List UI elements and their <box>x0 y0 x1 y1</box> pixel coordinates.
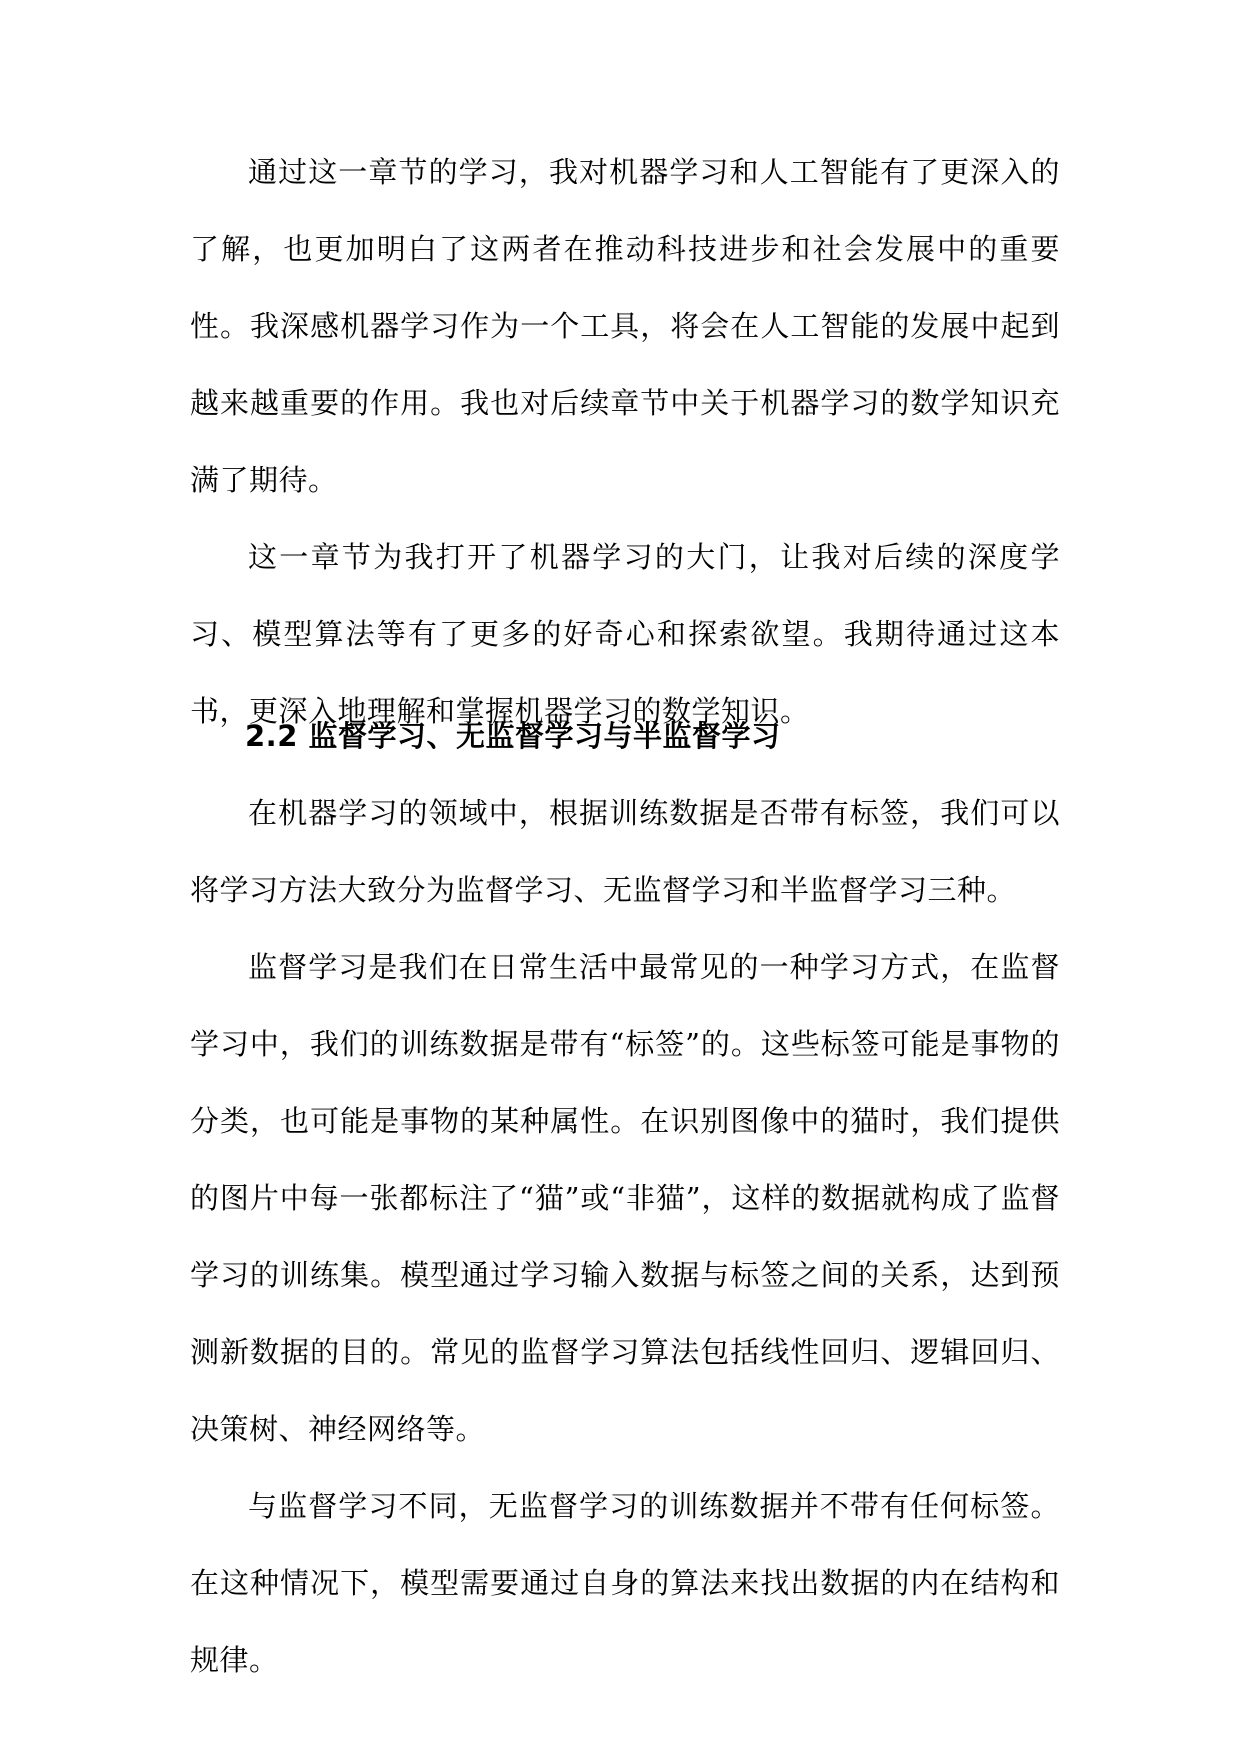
paragraph-expectation: 这一章节为我打开了机器学习的大门，让我对后续的深度学习、模型算法等有了更多的好奇心和探索欲望。我期待通过这本书，更深入地理解和掌握机器学习的数学知识。 <box>190 540 1060 728</box>
paragraph-unsupervised: 与监督学习不同，无监督学习的训练数据并不带有任何标签。在这种情况下，模型需要通过自身的算法来找出数据的内在结构和规律。 <box>190 1489 1060 1677</box>
section-heading: 2.2 监督学习、无监督学习与半监督学习 <box>245 719 781 753</box>
paragraph-reflection: 通过这一章节的学习，我对机器学习和人工智能有了更深入的了解，也更加明白了这两者在推动科技进步和社会发展中的重要性。我深感机器学习作为一个工具，将会在人工智能的发展中起到越来越重要的作用。我也对后续章节中关于机器学习的数学知识充满了期待。 <box>190 155 1060 497</box>
paragraph-intro: 在机器学习的领域中，根据训练数据是否带有标签，我们可以将学习方法大致分为监督学习、无监督学习和半监督学习三种。 <box>190 796 1060 907</box>
body-text-top <box>190 134 1060 750</box>
paragraph-supervised: 监督学习是我们在日常生活中最常见的一种学习方式，在监督学习中，我们的训练数据是带有“标签”的。这些标签可能是事物的分类，也可能是事物的某种属性。在识别图像中的猫时，我们提供的图片中每一张都标注了“猫”或“非猫”，这样的数据就构成了监督学习的训练集。模型通过学习输入数据与标签之间的关系，达到预测新数据的目的。常见的监督学习算法包括线性回归、逻辑回归、决策树、神经网络等。 <box>190 950 1060 1446</box>
section-2-2 <box>190 698 1060 1699</box>
